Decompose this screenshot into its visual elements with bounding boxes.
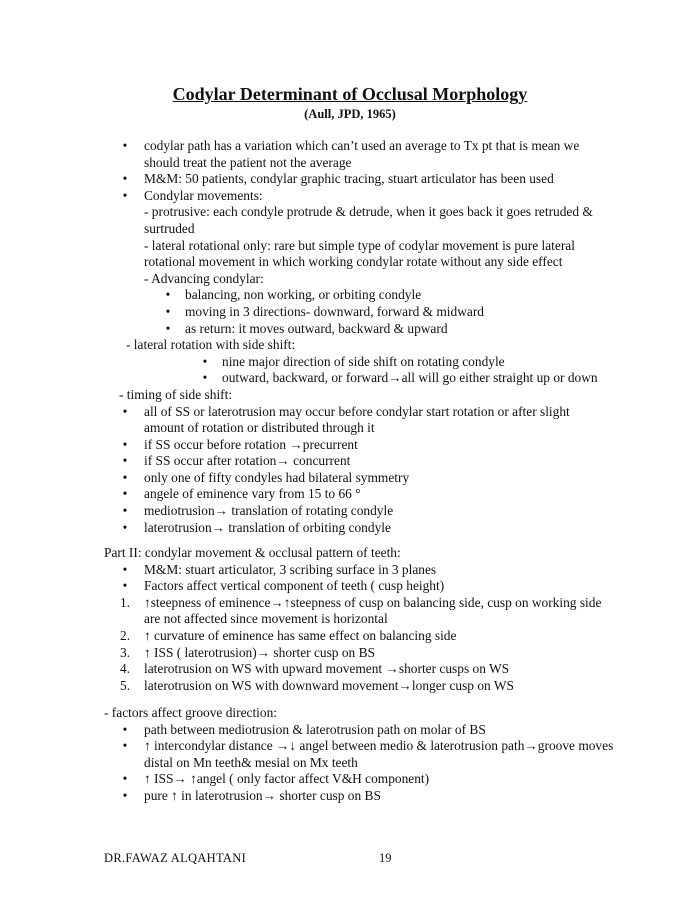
list-item xyxy=(0,486,700,503)
list-item xyxy=(0,678,700,695)
bullet-icon: • xyxy=(165,303,171,319)
bullet-icon: • xyxy=(165,287,171,303)
list-item xyxy=(0,578,700,595)
bullet-icon: • xyxy=(122,469,128,485)
list-item xyxy=(0,645,700,662)
list-item-text: ↑ intercondylar distance →↓ angel between medio & laterotrusion path→groove moves distal on Mn teeth& mesial on Mx teeth xyxy=(144,738,614,770)
list-item xyxy=(0,595,700,628)
list-item-text: laterotrusion on WS with upward movement →shorter cusps on WS xyxy=(144,661,510,677)
page-title: Codylar Determinant of Occlusal Morphology xyxy=(172,84,528,104)
list-item-text: ↑ ISS→ ↑angel ( only factor affect V&H component) xyxy=(144,771,430,787)
list-item-text: - lateral rotational only: rare but simple type of codylar movement is pure lateral rotational movement in which working condylar rotate without any side effect xyxy=(144,237,575,270)
list-item xyxy=(0,354,700,371)
list-item xyxy=(0,404,700,437)
list-item xyxy=(0,370,700,387)
list-item-text: pure ↑ in laterotrusion→ shorter cusp on BS xyxy=(144,787,381,803)
footer-author: DR.FAWAZ ALQAHTANI xyxy=(104,851,247,865)
list-item xyxy=(0,738,700,771)
list-item-text: ↑steepness of eminence→↑steepness of cusp on balancing side, cusp on working side are not affected since movement is horizontal xyxy=(144,594,602,627)
list-item xyxy=(0,171,700,188)
list-item xyxy=(0,204,700,237)
list-item xyxy=(0,238,700,271)
list-item xyxy=(0,661,700,678)
list-item-text: - factors affect groove direction: xyxy=(104,705,278,720)
list-number: 4. xyxy=(120,661,131,677)
list-item-text: if SS occur before rotation →precurrent xyxy=(144,436,358,452)
section-groove-direction xyxy=(0,705,700,805)
list-item-text: M&M: 50 patients, condylar graphic tracing, stuart articulator has been used xyxy=(144,171,554,187)
list-item-text: moving in 3 directions- downward, forward & midward xyxy=(185,303,484,319)
bullet-icon: • xyxy=(122,486,128,502)
list-item xyxy=(0,287,700,304)
page-number: 19 xyxy=(379,851,392,865)
list-item xyxy=(0,705,700,722)
list-item xyxy=(0,337,700,354)
list-item-text: outward, backward, or forward→all will go either straight up or down xyxy=(222,370,598,386)
list-item-text: only one of fifty condyles had bilateral symmetry xyxy=(144,469,410,485)
list-item xyxy=(0,722,700,739)
list-item xyxy=(0,562,700,579)
bullet-icon: • xyxy=(122,503,128,519)
list-item-text: M&M: stuart articulator, 3 scribing surface in 3 planes xyxy=(144,561,437,577)
list-item xyxy=(0,788,700,805)
list-item xyxy=(0,628,700,645)
list-item xyxy=(0,271,700,288)
list-item-text: laterotrusion on WS with downward movement→longer cusp on WS xyxy=(144,677,514,693)
bullet-icon: • xyxy=(122,403,128,419)
list-item-text: laterotrusion→ translation of orbiting condyle xyxy=(144,519,391,535)
bullet-icon: • xyxy=(122,436,128,452)
list-item-text: - timing of side shift: xyxy=(119,386,233,402)
list-item-text: - protrusive: each condyle protrude & detrude, when it goes back it goes retruded & surtruded xyxy=(144,204,593,236)
bullet-icon: • xyxy=(122,721,128,737)
list-item-text: all of SS or laterotrusion may occur before condylar start rotation or after slight amount of rotation or distributed through it xyxy=(144,403,570,436)
bullet-icon: • xyxy=(122,578,128,594)
list-item-text: mediotrusion→ translation of rotating condyle xyxy=(144,503,394,519)
bullet-icon: • xyxy=(165,320,171,336)
section-condylar-path xyxy=(0,138,700,536)
list-item xyxy=(0,321,700,338)
list-item-text: Part II: condylar movement & occlusal pattern of teeth: xyxy=(104,545,401,560)
list-item xyxy=(0,437,700,454)
bullet-icon: • xyxy=(122,171,128,187)
page-subtitle: (Aull, JPD, 1965) xyxy=(304,107,396,121)
list-item xyxy=(0,503,700,520)
list-item-text: Factors affect vertical component of teeth ( cusp height) xyxy=(144,578,445,594)
list-item xyxy=(0,470,700,487)
bullet-icon: • xyxy=(122,453,128,469)
list-item-text: ↑ curvature of eminence has same effect on balancing side xyxy=(144,627,457,643)
list-number: 1. xyxy=(120,594,131,610)
bullet-icon: • xyxy=(122,561,128,577)
list-item xyxy=(0,771,700,788)
list-item xyxy=(0,387,700,404)
list-item-text: Condylar movements: xyxy=(144,187,263,203)
bullet-icon: • xyxy=(202,370,208,386)
list-item-text: path between mediotrusion & laterotrusion path on molar of BS xyxy=(144,721,486,737)
list-item-text: as return: it moves outward, backward & upward xyxy=(185,320,448,336)
list-item-text: nine major direction of side shift on rotating condyle xyxy=(222,353,505,369)
bullet-icon: • xyxy=(122,771,128,787)
list-item-text: ↑ ISS ( laterotrusion)→ shorter cusp on BS xyxy=(144,644,375,660)
list-item-text: if SS occur after rotation→ concurrent xyxy=(144,453,351,469)
list-item-text: - Advancing condylar: xyxy=(144,270,264,286)
bullet-icon: • xyxy=(122,138,128,153)
list-item-text: balancing, non working, or orbiting condyle xyxy=(185,287,422,303)
bullet-icon: • xyxy=(202,353,208,369)
list-item xyxy=(0,304,700,321)
list-number: 2. xyxy=(120,627,131,643)
list-number: 5. xyxy=(120,677,131,693)
list-item-text: codylar path has a variation which can’t used an average to Tx pt that is mean we should treat the patient not the average xyxy=(144,138,580,170)
list-item-text: - lateral rotation with side shift: xyxy=(126,337,296,353)
list-item-text: angele of eminence vary from 15 to 66 ° xyxy=(144,486,361,502)
list-item xyxy=(0,138,700,171)
list-item xyxy=(0,188,700,205)
list-number: 3. xyxy=(120,644,131,660)
bullet-icon: • xyxy=(122,187,128,203)
bullet-icon: • xyxy=(122,787,128,803)
bullet-icon: • xyxy=(122,519,128,535)
bullet-icon: • xyxy=(122,738,128,754)
list-item xyxy=(0,545,700,562)
section-part-ii xyxy=(0,545,700,694)
list-item xyxy=(0,453,700,470)
list-item xyxy=(0,520,700,537)
